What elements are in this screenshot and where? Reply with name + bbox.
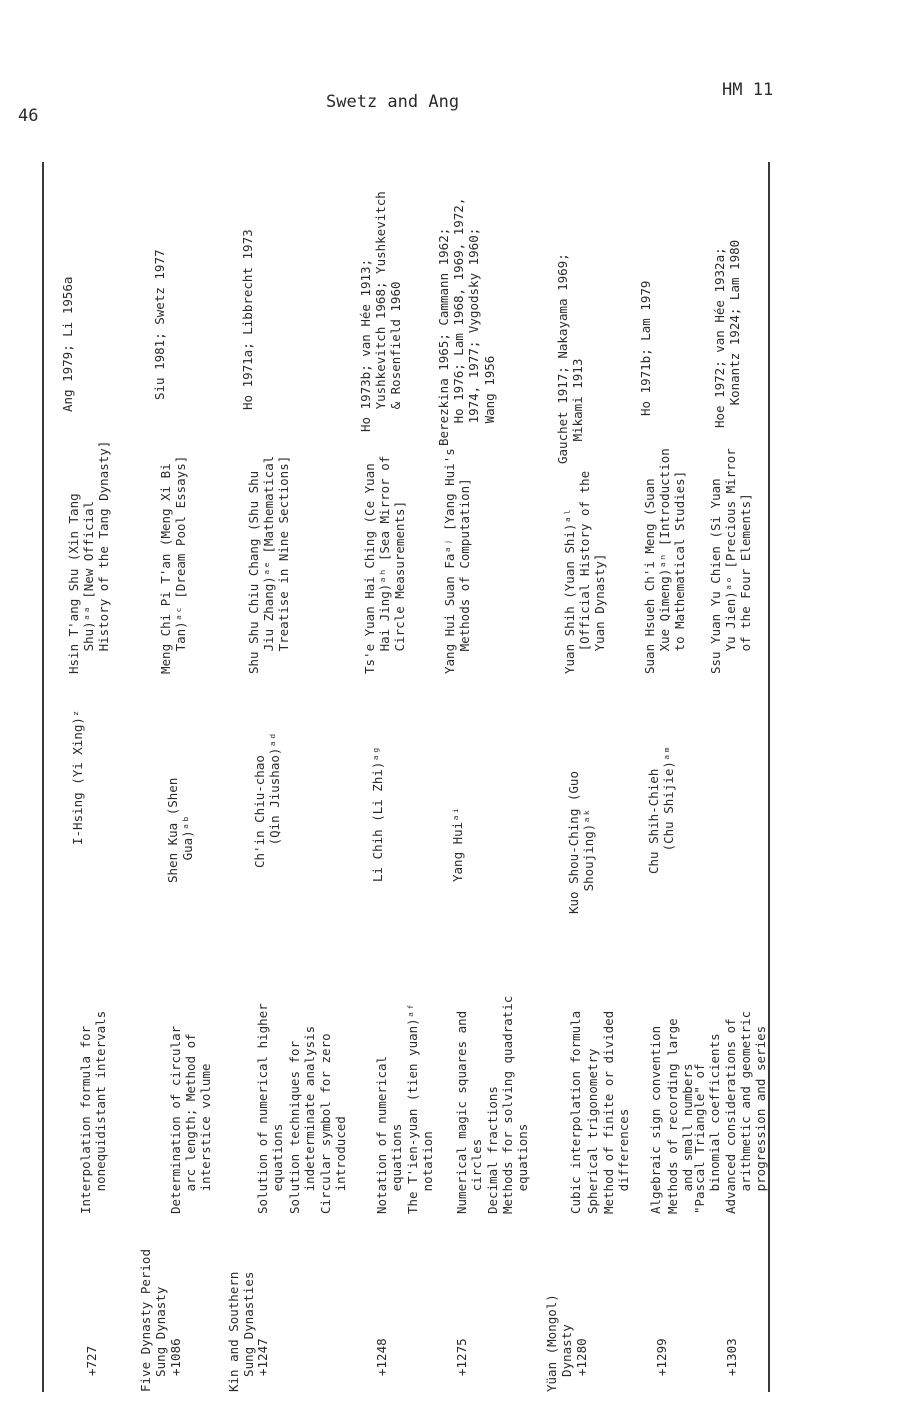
row-date: +1303	[724, 1338, 739, 1376]
row-contribution: Determination of circular arc length; Method of interstice volume	[168, 1025, 214, 1214]
row-work: Ssu Yuan Yu Chien (Si Yuan Yu Jien)ᵃᵒ [Precious Mirror of the Four Elements]	[708, 448, 754, 674]
row-reference: Siu 1981; Swetz 1977	[152, 249, 167, 400]
row-reference: Hoe 1972; van Hée 1932a; Konantz 1924; Lam 1980	[712, 239, 743, 428]
page-number: 46	[18, 106, 39, 126]
row-contribution: Notation of numerical equations	[374, 1055, 405, 1214]
row-reference: Ho 1971a; Libbrecht 1973	[240, 229, 255, 410]
row-contribution: Methods of recording large and small numbers	[665, 1018, 696, 1214]
row-period: Yüan (Mongol) Dynasty	[544, 1294, 575, 1392]
row-reference: Berezkina 1965; Cammann 1962; Ho 1976; Lam 1968, 1969, 1972, 1974, 1977; Vygodsky 1960; Wang 1956	[436, 197, 497, 446]
row-reference: Ang 1979; Li 1956a	[60, 276, 75, 412]
row-contribution: Interpolation formula for nonequidistant intervals	[78, 1010, 109, 1214]
row-work: Hsin T'ang Shu (Xin Tang Shu)ᵃᵃ [New Official History of the Tang Dynasty]	[66, 440, 112, 674]
row-date: +1086	[168, 1338, 183, 1376]
row-date: +1280	[574, 1338, 589, 1376]
row-reference: Ho 1971b; Lam 1979	[638, 280, 653, 416]
row-mathematician: Yang Huiᵃⁱ	[450, 806, 465, 882]
row-mathematician: Kuo Shou-Ching (Guo Shoujing)ᵃᵏ	[566, 771, 597, 914]
row-work: Yuan Shih (Yuan Shi)ᵃˡ [Official History of the Yuan Dynasty]	[562, 470, 608, 674]
row-date: +1275	[454, 1338, 469, 1376]
row-mathematician: I-Hsing (Yi Xing)ᶻ	[70, 709, 85, 845]
row-contribution: The T'ien-yuan (tien yuan)ᵃᶠ notation	[405, 1003, 436, 1214]
row-date: +1248	[374, 1338, 389, 1376]
row-contribution: Spherical trigonometry	[585, 1048, 600, 1214]
row-contribution: "Pascal Triangle" of binomial coefficients	[692, 1033, 723, 1214]
row-contribution: Cubic interpolation formula	[568, 1010, 583, 1214]
running-head: Swetz and Ang	[326, 92, 460, 112]
row-mathematician: Shen Kua (Shen Gua)ᵃᵇ	[165, 777, 196, 883]
row-work: Meng Chi Pi T'an (Meng Xi Bi Tan)ᵃᶜ [Dream Pool Essays]	[158, 455, 189, 674]
row-date: +1299	[654, 1338, 669, 1376]
row-work: Ts'e Yuan Hai Ching (Ce Yuan Hai Jing)ᵃʰ [Sea Mirror of Circle Measurements]	[362, 455, 408, 674]
row-contribution: Solution techniques for indeterminate analysis	[287, 1025, 318, 1214]
row-date: +727	[84, 1345, 99, 1376]
row-mathematician: Chu Shih-Chieh (Chu Shijie)ᵃᵐ	[646, 746, 677, 874]
table-top-rule	[42, 162, 44, 1392]
row-period: Kin and Southern Sung Dynasties	[226, 1271, 257, 1392]
row-work: Shu Shu Chiu Chang (Shu Shu Jiu Zhang)ᵃᵉ [Mathematical Treatise in Nine Sections]	[246, 455, 292, 674]
row-contribution: Circular symbol for zero introduced	[318, 1033, 349, 1214]
row-period: Five Dynasty Period Sung Dynasty	[138, 1249, 169, 1392]
row-date: +1247	[255, 1338, 270, 1376]
row-contribution: Numerical magic squares and circles	[454, 1010, 485, 1214]
journal-issue: HM 11	[722, 80, 774, 100]
row-work: Suan Hsueh Ch'i Meng (Suan Xue Qimeng)ᵃⁿ [Introduction to Mathematical Studies]	[642, 448, 688, 674]
row-contribution: Method of finite or divided differences	[601, 1010, 632, 1214]
row-contribution: Methods for solving quadratic equations	[500, 995, 531, 1214]
row-contribution: Algebraic sign convention	[648, 1025, 663, 1214]
row-work: Yang Hui Suan Faᵃʲ [Yang Hui's Methods of Computation]	[442, 448, 473, 674]
row-reference: Ho 1973b; van Hée 1913; Yushkevitch 1968; Yushkevitch & Rosenfield 1960	[358, 191, 404, 432]
row-mathematician: Ch'in Chiu-chao (Qin Jiushao)ᵃᵈ	[252, 732, 283, 868]
row-reference: Gauchet 1917; Nakayama 1969; Mikami 1913	[555, 253, 586, 464]
row-contribution: Decimal fractions	[485, 1086, 500, 1214]
row-mathematician: Li Chih (Li Zhi)ᵃᵍ	[370, 746, 385, 882]
row-contribution: Solution of numerical higher equations	[255, 1003, 286, 1214]
rotated-chronology-table	[40, 147, 780, 1392]
row-contribution: Advanced considerations of arithmetic and geometric progression and series	[723, 1010, 769, 1214]
